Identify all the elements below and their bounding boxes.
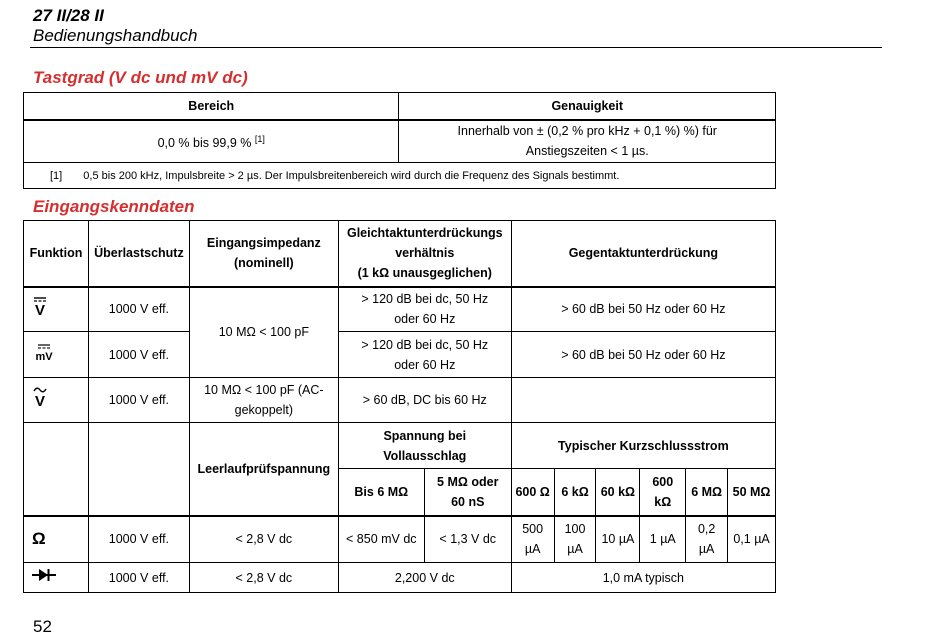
section-title-duty-cycle: Tastgrad (V dc und mV dc): [33, 68, 248, 87]
header-nmrr: Gegentaktunterdrückung: [511, 221, 775, 287]
header-cmrr: [338, 221, 511, 287]
open-voltage-ohm: < 2,8 V dc: [189, 516, 338, 563]
range-6mohm: 6 MΩ: [686, 469, 728, 516]
function-ohm-cell: [24, 516, 89, 563]
range-value: 0,0 % bis 99,9 %: [157, 136, 252, 151]
footnote: [24, 163, 776, 189]
mvdc-icon: [32, 341, 56, 363]
header-rule: [30, 47, 882, 48]
range-footnote-ref: [1]: [254, 134, 265, 145]
range-600ohm: 600 Ω: [511, 469, 554, 516]
header-full-scale-line2: Vollausschlag: [383, 448, 467, 463]
accuracy-line1: Innerhalb von ± (0,2 % pro kHz + 0,1 %) %) für: [457, 124, 717, 139]
mvdc-symbol: mV: [35, 350, 53, 363]
header-impedance-line2: (nominell): [233, 256, 294, 271]
diode-icon: [32, 568, 56, 582]
header-cmrr-line3: (1 kΩ unausgeglichen): [357, 266, 492, 281]
header-accuracy: Genauigkeit: [399, 93, 776, 120]
cmrr-mvdc-line1: > 120 dB bei dc, 50 Hz: [361, 337, 489, 352]
header-full-scale-line1: Spannung bei: [383, 428, 467, 443]
manual-title: 27 II/28 II: [33, 6, 104, 25]
full-scale-diode: 2,200 V dc: [338, 563, 511, 593]
function-vac-cell: [24, 378, 89, 423]
section-title-input: Eingangskenndaten: [33, 197, 195, 216]
footnote-ref: [1]: [50, 169, 63, 182]
cmrr-vdc-line1: > 120 dB bei dc, 50 Hz: [361, 292, 489, 307]
current-6kohm-a: 100: [564, 522, 586, 537]
header-impedance: [189, 221, 338, 287]
manual-subtitle: Bedienungshandbuch: [33, 26, 198, 45]
vac-symbol: V: [34, 393, 46, 409]
blank-function-header: [24, 423, 89, 516]
overload-vac: 1000 V eff.: [88, 378, 189, 423]
duty-cycle-table: [23, 92, 776, 189]
current-6kohm-b: µA: [567, 542, 583, 557]
vac-icon: [32, 385, 48, 409]
accuracy-line2: Anstiegszeiten < 1 µs.: [525, 144, 649, 159]
header-cmrr-line2: verhältnis: [395, 246, 455, 261]
current-60kohm: 10 µA: [596, 516, 640, 563]
function-diode-cell: [24, 563, 89, 593]
nmrr-vac-empty: [511, 378, 775, 423]
overload-diode: 1000 V eff.: [88, 563, 189, 593]
impedance-vac-line2: gekoppelt): [234, 403, 294, 417]
impedance-vac: [189, 378, 338, 423]
overload-ohm: 1000 V eff.: [88, 516, 189, 563]
footnote-text: 0,5 bis 200 kHz, Impulsbreite > 2 µs. Der Impulsbreitenbereich wird durch die Frequenz des Signals bestimmt.: [83, 169, 620, 182]
accuracy-cell: [399, 120, 776, 163]
current-diode: 1,0 mA typisch: [511, 563, 775, 593]
current-600ohm-a: 500: [522, 522, 544, 537]
current-6mohm-b: µA: [698, 542, 715, 557]
blank-overload-header: [88, 423, 189, 516]
range-cell: [24, 120, 399, 163]
ohm-icon: Ω: [32, 528, 46, 548]
nmrr-vdc: > 60 dB bei 50 Hz oder 60 Hz: [511, 287, 775, 332]
header-upto-6mohm: Bis 6 MΩ: [338, 469, 424, 516]
current-50mohm: 0,1 µA: [728, 516, 776, 563]
function-mvdc-cell: [24, 332, 89, 378]
full-scale-5mohm: < 1,3 V dc: [424, 516, 511, 563]
page-number: 52: [33, 617, 52, 636]
cmrr-mvdc: [338, 332, 511, 378]
header-full-scale: [338, 423, 511, 469]
range-50mohm: 50 MΩ: [728, 469, 776, 516]
current-6kohm: [554, 516, 596, 563]
cmrr-mvdc-line2: oder 60 Hz: [394, 357, 456, 372]
overload-mvdc: 1000 V eff.: [88, 332, 189, 378]
function-vdc-cell: [24, 287, 89, 332]
header-cmrr-line1: Gleichtaktunterdrückungs: [346, 226, 503, 241]
header-range: Bereich: [24, 93, 399, 120]
impedance-shared: 10 MΩ < 100 pF: [189, 287, 338, 378]
header-open-circuit: Leerlaufprüfspannung: [189, 423, 338, 516]
full-scale-upto-6mohm: < 850 mV dc: [338, 516, 424, 563]
range-600kohm: 600 kΩ: [640, 469, 686, 516]
vdc-symbol: V: [34, 302, 46, 318]
range-6kohm: 6 kΩ: [554, 469, 596, 516]
vdc-icon: [32, 295, 48, 317]
header-short-circuit: Typischer Kurzschlussstrom: [511, 423, 775, 469]
header-5mohm-line1: 5 MΩ oder: [437, 474, 499, 489]
nmrr-mvdc: > 60 dB bei 50 Hz oder 60 Hz: [511, 332, 775, 378]
input-characteristics-table: [23, 220, 776, 593]
overload-vdc: 1000 V eff.: [88, 287, 189, 332]
header-5mohm: [424, 469, 511, 516]
header-impedance-line1: Eingangsimpedanz: [206, 236, 321, 251]
current-600ohm-b: µA: [524, 542, 541, 557]
cmrr-vdc: [338, 287, 511, 332]
cmrr-vdc-line2: oder 60 Hz: [394, 312, 456, 327]
current-600kohm: 1 µA: [640, 516, 686, 563]
current-6mohm-a: 0,2: [697, 522, 716, 537]
current-6mohm: [686, 516, 728, 563]
range-60kohm: 60 kΩ: [596, 469, 640, 516]
cmrr-vac: > 60 dB, DC bis 60 Hz: [338, 378, 511, 423]
open-voltage-diode: < 2,8 V dc: [189, 563, 338, 593]
header-function: Funktion: [24, 221, 89, 287]
header-5mohm-line2: 60 nS: [451, 494, 485, 509]
header-overload: Überlastschutz: [88, 221, 189, 287]
current-600ohm: [511, 516, 554, 563]
impedance-vac-line1: 10 MΩ < 100 pF (AC-: [204, 383, 324, 397]
